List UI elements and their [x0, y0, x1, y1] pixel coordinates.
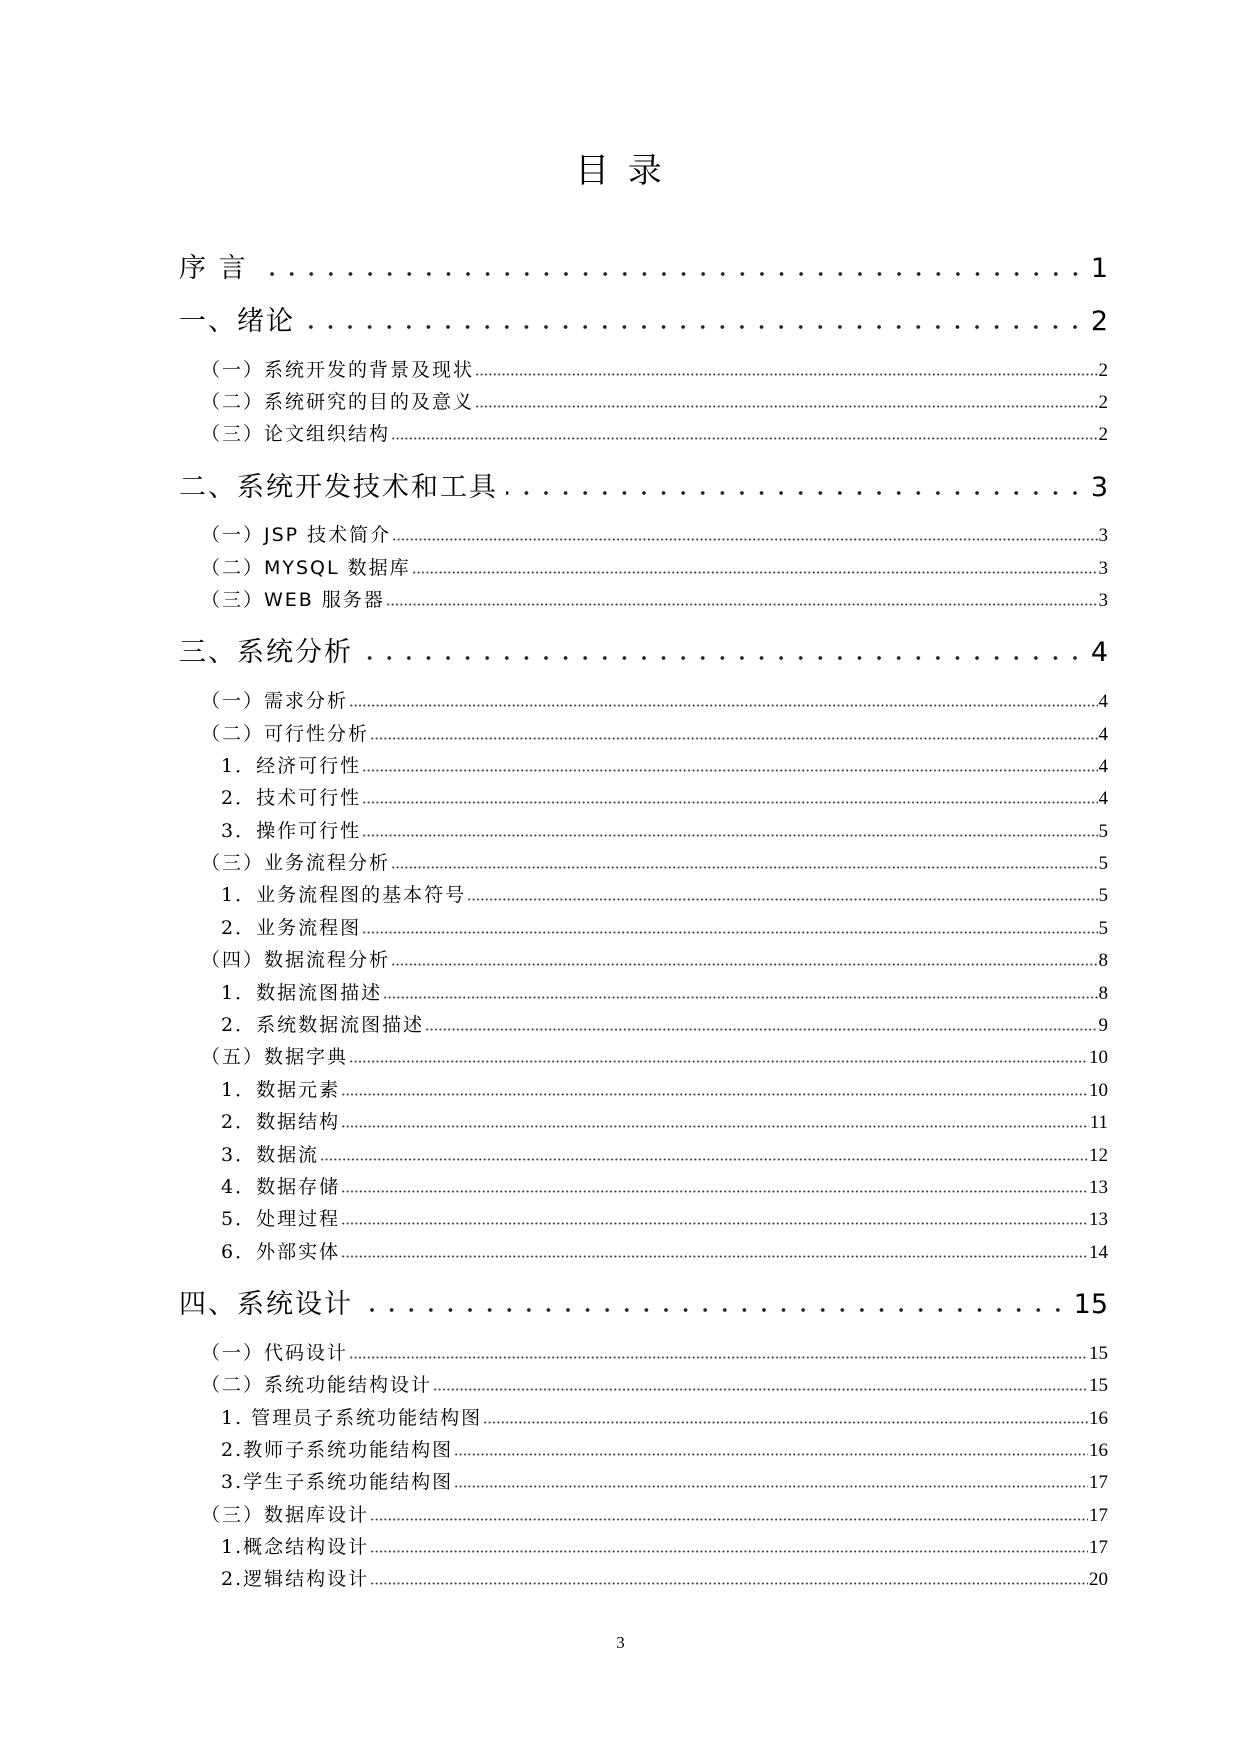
- toc-entry-page: 15: [1089, 1342, 1108, 1364]
- toc-section-entry[interactable]: [179, 685, 1108, 717]
- dot-leader: [320, 1158, 1088, 1161]
- table-of-contents: [179, 248, 1108, 1596]
- dot-leader: [341, 1125, 1089, 1128]
- dot-leader: [370, 737, 1097, 740]
- toc-entry-label: 3．操作可行性: [221, 819, 362, 842]
- toc-section-entry[interactable]: [179, 584, 1108, 616]
- toc-section-entry[interactable]: [179, 1337, 1108, 1369]
- dot-leader: [425, 1028, 1097, 1031]
- toc-subsection-entry[interactable]: [179, 1106, 1108, 1138]
- toc-subsection-entry[interactable]: [179, 1139, 1108, 1171]
- toc-chapter-entry[interactable]: [179, 632, 1108, 674]
- dot-leader: [341, 1222, 1088, 1225]
- dot-leader: [454, 1485, 1088, 1488]
- toc-entry-label: 1．经济可行性: [221, 754, 362, 777]
- toc-entry-label: 2．数据结构: [221, 1111, 341, 1134]
- toc-entry-label: 1．业务流程图的基本符号: [221, 884, 467, 907]
- toc-entry-page: 9: [1098, 1015, 1108, 1037]
- toc-section-entry[interactable]: [179, 354, 1108, 386]
- toc-entry-label: （二）可行性分析: [201, 722, 370, 745]
- toc-entry-page: 10: [1089, 1079, 1108, 1101]
- toc-entry-label: 四、系统设计: [179, 1288, 353, 1320]
- toc-subsection-entry[interactable]: [179, 1074, 1108, 1106]
- toc-entry-label: （五）数据字典: [201, 1046, 349, 1069]
- dot-leader: [475, 405, 1097, 408]
- toc-entry-label: （二）系统研究的目的及意义: [201, 390, 475, 413]
- toc-entry-label: （一）JSP 技术简介: [201, 524, 392, 547]
- toc-entry-label: 5．处理过程: [221, 1208, 341, 1231]
- toc-section-entry[interactable]: [179, 386, 1108, 418]
- dot-leader: [475, 373, 1097, 376]
- toc-entry-page: 5: [1098, 885, 1108, 907]
- dot-leader: [256, 271, 1085, 277]
- toc-entry-page: 1: [1090, 253, 1108, 284]
- toc-entry-label: （三）WEB 服务器: [201, 589, 385, 612]
- dot-leader: [483, 1421, 1088, 1424]
- toc-entry-page: 3: [1090, 471, 1108, 503]
- toc-title: 目 录: [575, 151, 666, 191]
- toc-entry-page: 3: [1098, 590, 1108, 612]
- toc-entry-label: （一）代码设计: [201, 1341, 349, 1364]
- toc-chapter-entry[interactable]: [179, 467, 1108, 509]
- dot-leader: [341, 1190, 1088, 1193]
- dot-leader: [386, 603, 1098, 606]
- toc-entry-label: （三）论文组织结构: [201, 423, 391, 446]
- dot-leader: [362, 931, 1097, 934]
- dot-leader: [467, 898, 1097, 901]
- toc-entry-page: 4: [1098, 755, 1108, 777]
- toc-subsection-entry[interactable]: [179, 1466, 1108, 1498]
- toc-entry-page: 10: [1089, 1047, 1108, 1069]
- toc-entry-label: 3.学生子系统功能结构图: [221, 1471, 454, 1494]
- toc-subsection-entry[interactable]: [179, 1236, 1108, 1268]
- toc-subsection-entry[interactable]: [179, 1563, 1108, 1595]
- toc-chapter-entry[interactable]: [179, 301, 1108, 343]
- dot-leader: [433, 1388, 1088, 1391]
- dot-leader: [361, 655, 1085, 661]
- toc-subsection-entry[interactable]: [179, 879, 1108, 911]
- toc-entry-page: 16: [1089, 1439, 1108, 1461]
- dot-leader: [349, 1060, 1088, 1063]
- toc-entry-label: 1．数据元素: [221, 1078, 341, 1101]
- toc-entry-page: 17: [1089, 1504, 1108, 1526]
- dot-leader: [391, 866, 1097, 869]
- dot-leader: [370, 1582, 1088, 1585]
- dot-leader: [383, 996, 1097, 999]
- toc-entry-label: 2．技术可行性: [221, 787, 362, 810]
- dot-leader: [370, 1518, 1088, 1521]
- dot-leader: [349, 1356, 1088, 1359]
- toc-subsection-entry[interactable]: [179, 1531, 1108, 1563]
- toc-entry-label: （二）系统功能结构设计: [201, 1374, 433, 1397]
- toc-entry-label: 3．数据流: [221, 1143, 320, 1166]
- toc-entry-label: （一）需求分析: [201, 690, 349, 713]
- toc-entry-label: 二、系统开发技术和工具: [179, 471, 498, 503]
- dot-leader: [506, 490, 1085, 496]
- toc-entry-label: 1.概念结构设计: [221, 1536, 370, 1559]
- toc-subsection-entry[interactable]: [179, 750, 1108, 782]
- toc-subsection-entry[interactable]: [179, 1402, 1108, 1434]
- toc-section-entry[interactable]: [179, 847, 1108, 879]
- toc-entry-page: 3: [1098, 525, 1108, 547]
- toc-section-entry[interactable]: [179, 1041, 1108, 1073]
- toc-entry-page: 16: [1089, 1407, 1108, 1429]
- toc-entry-page: 13: [1089, 1209, 1108, 1231]
- toc-entry-page: 4: [1098, 691, 1108, 713]
- toc-entry-label: 2．业务流程图: [221, 916, 362, 939]
- toc-entry-page: 14: [1089, 1241, 1108, 1263]
- toc-entry-label: （四）数据流程分析: [201, 949, 391, 972]
- toc-entry-page: 17: [1089, 1537, 1108, 1559]
- toc-entry-page: 5: [1098, 917, 1108, 939]
- toc-entry-label: 2.教师子系统功能结构图: [221, 1438, 454, 1461]
- toc-subsection-entry[interactable]: [179, 1203, 1108, 1235]
- toc-section-entry[interactable]: [179, 944, 1108, 976]
- dot-leader: [362, 769, 1097, 772]
- toc-section-entry[interactable]: [179, 418, 1108, 450]
- toc-entry-label: 2.逻辑结构设计: [221, 1568, 370, 1591]
- toc-entry-label: （三）数据库设计: [201, 1503, 370, 1526]
- dot-leader: [362, 834, 1097, 837]
- dot-leader: [362, 801, 1097, 804]
- toc-section-entry[interactable]: [179, 1369, 1108, 1401]
- dot-leader: [361, 1307, 1068, 1313]
- toc-entry-page: 4: [1098, 788, 1108, 810]
- toc-entry-page: 2: [1098, 359, 1108, 381]
- dot-leader: [454, 1453, 1088, 1456]
- dot-leader: [341, 1093, 1088, 1096]
- dot-leader: [412, 571, 1098, 574]
- toc-section-entry[interactable]: [179, 718, 1108, 750]
- toc-section-entry[interactable]: [179, 519, 1108, 551]
- toc-entry-page: 8: [1098, 950, 1108, 972]
- toc-entry-page: 13: [1089, 1176, 1108, 1198]
- toc-entry-page: 15: [1089, 1375, 1108, 1397]
- toc-entry-label: （三）业务流程分析: [201, 852, 391, 875]
- dot-leader: [303, 324, 1085, 330]
- toc-subsection-entry[interactable]: [179, 1171, 1108, 1203]
- toc-entry-page: 2: [1098, 391, 1108, 413]
- toc-entry-label: （二）MYSQL 数据库: [201, 556, 411, 579]
- dot-leader: [391, 437, 1097, 440]
- toc-entry-page: 4: [1090, 637, 1108, 669]
- toc-entry-label: 6．外部实体: [221, 1240, 341, 1263]
- toc-subsection-entry[interactable]: [179, 815, 1108, 847]
- toc-subsection-entry[interactable]: [179, 782, 1108, 814]
- toc-chapter-entry[interactable]: [179, 1284, 1108, 1326]
- toc-subsection-entry[interactable]: [179, 1434, 1108, 1466]
- toc-entry-label: （一）系统开发的背景及现状: [201, 358, 475, 381]
- toc-entry-page: 12: [1089, 1144, 1108, 1166]
- dot-leader: [370, 1550, 1088, 1553]
- toc-entry-page: 20: [1089, 1569, 1108, 1591]
- toc-entry-page: 2: [1090, 305, 1108, 337]
- dot-leader: [391, 963, 1097, 966]
- toc-entry-page: 17: [1089, 1472, 1108, 1494]
- toc-section-entry[interactable]: [179, 552, 1108, 584]
- toc-subsection-entry[interactable]: [179, 977, 1108, 1009]
- toc-subsection-entry[interactable]: [179, 1009, 1108, 1041]
- toc-entry-label: 三、系统分析: [179, 637, 353, 669]
- toc-entry-label: 4．数据存储: [221, 1175, 341, 1198]
- toc-subsection-entry[interactable]: [179, 912, 1108, 944]
- toc-entry-page: 11: [1089, 1112, 1108, 1134]
- dot-leader: [341, 1255, 1088, 1258]
- toc-entry-page: 8: [1098, 982, 1108, 1004]
- page-number: 3: [616, 1633, 625, 1652]
- toc-entry-page: 5: [1098, 853, 1108, 875]
- toc-entry-label: 2．系统数据流图描述: [221, 1014, 425, 1037]
- dot-leader: [392, 538, 1097, 541]
- toc-entry-page: 15: [1073, 1288, 1108, 1320]
- toc-entry-label: 一、绪论: [179, 305, 295, 337]
- toc-entry-page: 4: [1098, 723, 1108, 745]
- toc-section-entry[interactable]: [179, 1499, 1108, 1531]
- toc-entry-label: 1. 管理员子系统功能结构图: [221, 1406, 483, 1429]
- toc-chapter-entry[interactable]: [179, 248, 1108, 290]
- toc-entry-label: 1．数据流图描述: [221, 981, 383, 1004]
- toc-entry-label: 序 言: [179, 253, 248, 284]
- toc-entry-page: 2: [1098, 424, 1108, 446]
- toc-entry-page: 3: [1098, 557, 1108, 579]
- dot-leader: [349, 704, 1097, 707]
- toc-entry-page: 5: [1098, 820, 1108, 842]
